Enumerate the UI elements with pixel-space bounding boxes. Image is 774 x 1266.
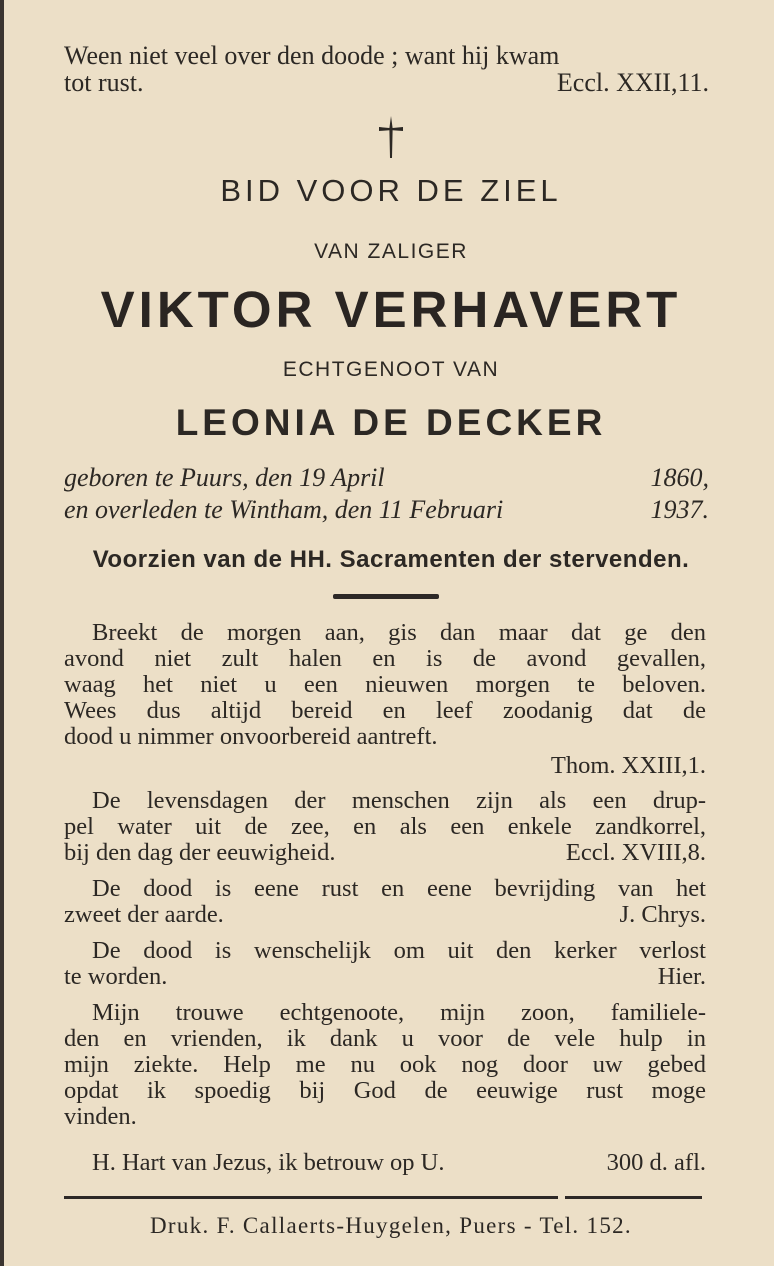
sacraments-line: Voorzien van de HH. Sacramenten der stervenden. bbox=[92, 546, 690, 573]
verse-4-reference: Hier. bbox=[657, 963, 706, 990]
verse-3-line-2 bbox=[64, 902, 706, 928]
prayer-heading: BID VOOR DE ZIEL bbox=[220, 173, 562, 208]
subheading: VAN ZALIGER bbox=[314, 240, 468, 263]
verse-4-line-2-text: te worden. bbox=[64, 963, 168, 990]
spouse-name: LEONIA DE DECKER bbox=[175, 402, 607, 443]
death-text: en overleden te Wintham, den 11 Februari bbox=[64, 495, 504, 524]
verse-1-line-2: avond niet zult halen en is de avond gevallen, bbox=[64, 645, 706, 672]
verse-4-line-2 bbox=[64, 964, 706, 990]
epigraph-reference: Eccl. XXII,11. bbox=[556, 68, 709, 97]
footer-rule-right bbox=[565, 1196, 702, 1199]
prayer-line bbox=[92, 1150, 706, 1176]
epigraph-line-1: Ween niet veel over den doode ; want hij kwam bbox=[64, 41, 560, 70]
verse-3-reference: J. Chrys. bbox=[619, 901, 706, 928]
verse-2-reference: Eccl. XVIII,8. bbox=[565, 839, 706, 866]
verse-2-line-3 bbox=[64, 840, 706, 866]
cross-icon bbox=[4, 116, 774, 163]
epigraph-line-2 bbox=[64, 69, 709, 96]
verse-1-reference: Thom. XXIII,1. bbox=[550, 752, 706, 779]
verse-5-line-1: Mijn trouwe echtgenoote, mijn zoon, familiele- bbox=[92, 999, 706, 1026]
epigraph bbox=[64, 42, 709, 96]
prayer-text: H. Hart van Jezus, ik betrouw op U. bbox=[92, 1149, 445, 1176]
indulgence: 300 d. afl. bbox=[606, 1149, 706, 1176]
decorative-divider bbox=[333, 594, 439, 599]
birth-text: geboren te Puurs, den 19 April bbox=[64, 463, 385, 492]
printer-line: Druk. F. Callaerts-Huygelen, Puers - Tel. 152. bbox=[150, 1213, 632, 1238]
verse-5-line-3: mijn ziekte. Help me nu ook nog door uw gebed bbox=[64, 1051, 706, 1078]
deceased-name: VIKTOR VERHAVERT bbox=[100, 281, 682, 338]
verse-1-line-4: Wees dus altijd bereid en leef zoodanig dat de bbox=[64, 697, 706, 724]
verse-3-line-1: De dood is eene rust en eene bevrijding van het bbox=[92, 875, 706, 902]
footer-rule-left bbox=[64, 1196, 558, 1199]
verse-3-line-2-text: zweet der aarde. bbox=[64, 901, 224, 928]
verse-2-line-1: De levensdagen der menschen zijn als een drup- bbox=[92, 787, 706, 814]
verse-5-line-4: opdat ik spoedig bij God de eeuwige rust moge bbox=[64, 1077, 706, 1104]
verse-5-line-5: vinden. bbox=[64, 1103, 137, 1130]
death-year: 1937. bbox=[650, 495, 709, 524]
epigraph-line-2-text: tot rust. bbox=[64, 68, 144, 97]
cross-glyph bbox=[379, 116, 403, 158]
verse-1-line-3: waag het niet u een nieuwen morgen te beloven. bbox=[64, 671, 706, 698]
verse-4-line-1: De dood is wenschelijk om uit den kerker verlost bbox=[92, 937, 706, 964]
birth-year: 1860, bbox=[650, 463, 709, 492]
relation-label: ECHTGENOOT VAN bbox=[282, 358, 500, 381]
verse-2-line-3-text: bij den dag der eeuwigheid. bbox=[64, 839, 336, 866]
verse-1-line-5: dood u nimmer onvoorbereid aantreft. bbox=[64, 723, 438, 750]
death-line bbox=[64, 496, 709, 524]
verse-5-line-2: den en vrienden, ik dank u voor de vele hulp in bbox=[64, 1025, 706, 1052]
verse-2-line-2: pel water uit de zee, en als een enkele zandkorrel, bbox=[64, 813, 706, 840]
verse-1-line-1: Breekt de morgen aan, gis dan maar dat ge den bbox=[92, 619, 706, 646]
birth-line bbox=[64, 464, 709, 492]
